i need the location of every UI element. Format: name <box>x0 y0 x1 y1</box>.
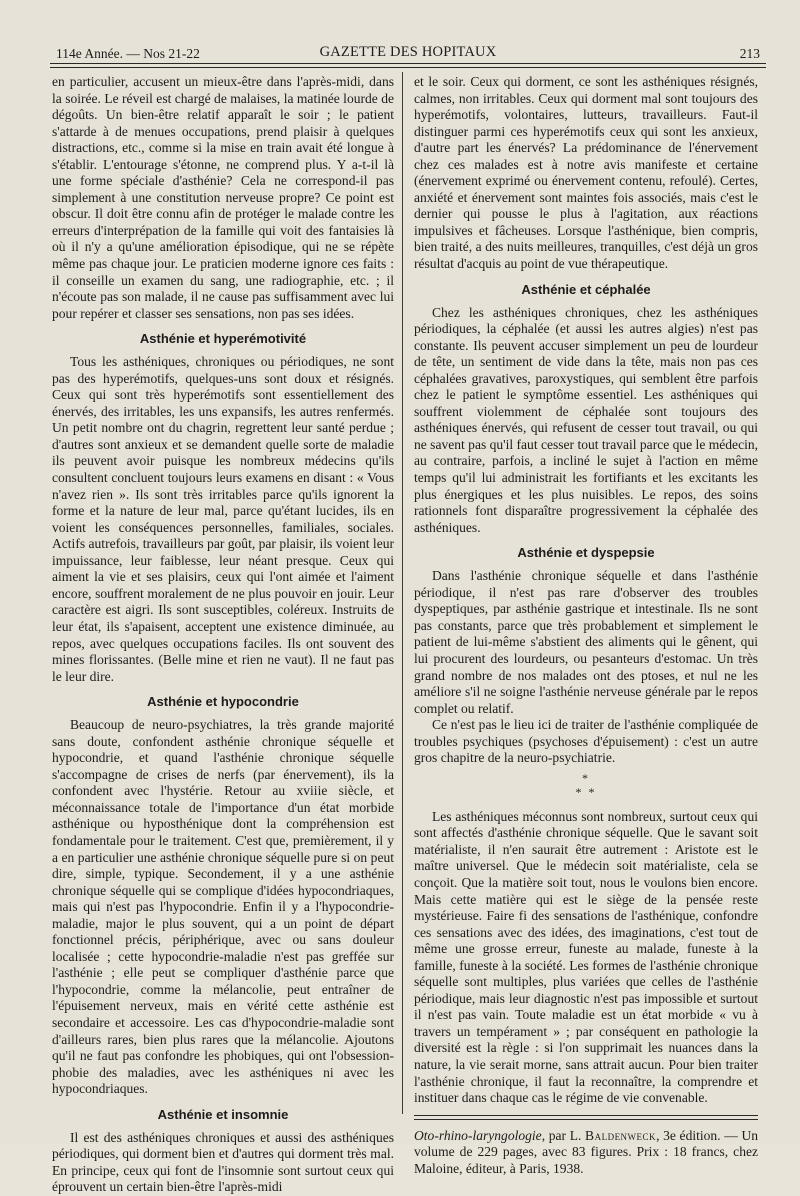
section-heading: Asthénie et dyspepsie <box>517 545 655 561</box>
book-details: , 3e édition. — Un volume de 229 pages, avec 83 figures. Prix : 18 francs, chez Maloine, éditeur, à Paris, 1938. <box>414 1127 758 1176</box>
section-heading: Asthénie et insomnie <box>157 1106 289 1122</box>
column-divider <box>402 72 403 1114</box>
header-rule <box>50 63 766 64</box>
paragraph: Chez les asthéniques chroniques, chez les asthéniques périodiques, la céphalée (et aussi les autres algies) n'est pas constante. Ils peuvent accuser simplement un peu de lourdeur de tête, un sentiment de vide dans la tête, mais non pas ces céphalées gravatives, paroxystiques, qui semblent être parfois chez le patient le symptôme essentiel. Les asthéniques qui souffrent violemment de céphalée sont toujours des asthéniques énervés, qui refusent de cesser tout travail, ou qui ne savent pas qu'il faut cesser tout travail parce que le médecin, au contraire, parfois, a incliné le sujet à l'action en même temps qu'il lui administrait les fortifiants et les excitants les plus énergiques et les plus nuisibles. Le repos, des soins rationnels font disparaître progressivement la céphalée des asthéniques. <box>414 304 758 535</box>
paragraph: Ce n'est pas le lieu ici de traiter de l'asthénie compliquée de troubles psychiques (psychoses d'épuisement) : c'est un autre gros chapitre de la neuro-psychiatrie. <box>414 717 758 766</box>
paragraph: et le soir. Ceux qui dorment, ce sont les asthéniques résignés, calmes, non irritables. Ceux qui dorment mal sont toujours des hyperémotifs, volontaires, lutteurs, travailleurs. Faut-il distinguer parmi ces hyperémotifs ceux qui sont les anxieux, d'autre part les énervés? La prédominance de l'énervement chez ces malades est à notre avis manifeste et certaine (énervement exprimé ou énervement contenu, refoulé). Certes, anxiété et énervement sont maintes fois associés, mais c'est le dernier qui pousse le plus à l'agitation, aux réactions impulsives et fâcheuses. Lorsque l'asthénique, bien compris, bien traité, a des nuits meilleures, tranquilles, c'est déjà un gros résultat d'acquis au point de vue thérapeutique. <box>414 74 758 272</box>
issue-info: 114e Année. — Nos 21-22 <box>56 46 200 61</box>
page-number: 213 <box>739 46 760 61</box>
section-heading: Asthénie et hyperémotivité <box>139 331 307 347</box>
note-rule <box>414 1115 758 1120</box>
paragraph: en particulier, accusent un mieux-être dans l'après-midi, dans la soirée. Le réveil est chargé de malaises, la matinée lourde de dégoûts. Un bien-être relatif apparaît le soir ; le patient s'attarde à de menues occupations, prend plaisir à quelques distractions, etc., comme si la mise en train avait été longue à s'établir. L'entourage s'étonne, ne comprend plus. Y a-t-il là une forme spéciale d'asthénie? Cela ne correspond-il pas simplement à une constitution nerveuse propre? Ce point est obscur. Il doit être connu afin de protéger le malade contre les erreurs d'interprépation de la famille qui voit des fantaisies là où il n'y a qu'une amélioration épisodique, qui ne se répète même pas chaque jour. Le praticien moderne ignore ces faits : il conseille un examen du sang, une radiographie, etc. ; il n'écoute pas son malade, il ne cause pas suffisamment avec lui pour repérer et classer ses sensations, non pas ses idées. <box>52 74 394 321</box>
journal-title: GAZETTE DES HOPITAUX <box>319 44 497 60</box>
page-header <box>50 44 766 64</box>
paragraph: Les asthéniques méconnus sont nombreux, surtout ceux qui sont affectés d'asthénie chronique séquelle. Que le savant soit matérialiste, il n'en saurait être autrement : Aristote est le maître universel. Que le médecin soit matérialiste, cela se conçoit. Que la matière soit tout, nous le voulons bien encore. Mais cette matière qui est le siège de la pensée reste mystérieuse. Faire fi des sensations de l'asthénique, confondre ces sensations avec des idées, des imaginations, c'est tout de même une grosse erreur, funeste au malade, funeste à la famille, funeste à la société. Les formes de l'asthénie chronique séquelle sont multiples, plus variées que celles de l'asthénie périodique, mais leur diagnostic n'est pas impossible et surtout il n'est pas vain. Toute maladie est un état morbide « vu à travers un tempérament » ; par conséquent en pathologie la diversité est la règle : si l'on supprimait les nuances dans la nature, la vie serait morne, sans attrait aucun. Pour bien traiter l'asthénie chronique, il faut la reconnaître, la comprendre et instituer dans chaque cas le régime de vie convenable. <box>414 808 758 1106</box>
paragraph: Tous les asthéniques, chroniques ou périodiques, ne sont pas des hyperémotifs, quelques-uns sont doux et résignés. Ceux qui sont très hyperémotifs sont essentiellement des énervés, des irritables, les uns expansifs, les autres renfermés. Un petit nombre ont du chagrin, regrettent leur santé perdue ; d'autres sont anxieux et se demandent quelle sorte de maladie ils peuvent avoir puisque les nombreux médecins qu'ils consultent concluent toujours leurs examens en disant : « Vous n'avez rien ». Ils sont très irritables parce qu'ils ignorent la forme et la nature de leur mal, parce qu'étant lucides, ils en voient les conséquences personnelles, familiales, sociales. Actifs autrefois, travailleurs par goût, par plaisir, ils voient leur impuissance, leur faiblesse, leur néant presque. Ceux qui aiment la vie et ses plaisirs, ceux qui l'ont aimée et l'aiment encore, souffrent moralement de ne plus pouvoir en jouir. Leur caractère est aigri. Ils sont susceptibles, coléreux. Instruits de leur état, ils s'apaisent, acceptent une existence diminuée, au repos, avec quelques occupations faciles. Ils ont souvent des mines florissantes. (Belle mine et rien ne vaut). Il ne faut pas le leur dire. <box>52 354 394 684</box>
section-heading: Asthénie et hypocondrie <box>147 694 299 710</box>
right-column <box>414 74 758 1177</box>
left-column <box>52 74 394 1196</box>
book-note-text: , par L. <box>541 1127 586 1143</box>
header-rule-thin <box>50 67 766 68</box>
paragraph: Il est des asthéniques chroniques et aussi des asthéniques périodiques, qui dorment bien et d'autres qui dorment très mal. En principe, ceux qui font de l'insomnie sont surtout ceux qui éprouvent un certain bien-être l'après-midi <box>52 1129 394 1195</box>
paragraph: Beaucoup de neuro-psychiatres, la très grande majorité sans doute, confondent asthénie chronique séquelle et hypocondrie, et quand l'asthénie chronique séquelle s'accompagne de crises de nerfs (par énervement), ils la confondent avec l'hystérie. Retour au xviiie siècle, et méconnaissance totale de l'importance d'un état morbide asthénique ou hyposthénique dont la compréhension est fondamentale pour le traitement. C'est que, premièrement, il y a en particulier une asthénie chronique séquelle pure si on peut dire, simple, typique. Secondement, il y a une asthénie chronique séquelle qui se complique d'idées hypocondriaques, mais qui n'est pas l'hypocondrie. Enfin il y a l'hypocondrie-maladie, major le plus souvent, qui a un point de départ fonctionnel précis, périphérique, avec ou sans douleur localisée ; cette hypocondrie-maladie n'est pas greffée sur l'asthénie ; elle peut se compliquer d'asthénie parce que l'hypocondrie, comme la mélancolie, peut entraîner de l'épuisement nerveux, mais en vérité cette asthénie est secondaire et accessoire. Les cas d'hypocondrie-maladie sont d'ailleurs rares, bien plus rares que la mélancolie. Ajoutons qu'il ne faut pas confondre les phobiques, qui ont l'obsession-phobie des maladies, avec les asthéniques ni avec les hypocondriaques. <box>52 717 394 1097</box>
section-heading: Asthénie et céphalée <box>521 281 651 297</box>
book-note <box>414 1128 758 1178</box>
book-title: Oto-rhino-laryngologie <box>414 1127 542 1143</box>
paragraph: Dans l'asthénie chronique séquelle et dans l'asthénie périodique, il n'est pas rare d'observer des troubles dyspeptiques, par asthénie gastrique et intestinale. Ils ne sont pas constants, parce que très probablement et simplement le patient de lui-même s'abstient des aliments qui le gênent, qui lui procurent des lourdeurs, ou pesanteurs d'estomac. Un très grand nombre de nos malades ont des ptoses, et nul ne les améliore s'il ne soigne l'asthénie nerveuse générale par le repos complet ou relatif. <box>414 568 758 716</box>
asterism: * * * <box>575 770 597 799</box>
book-author: Baldenweck <box>585 1127 657 1143</box>
